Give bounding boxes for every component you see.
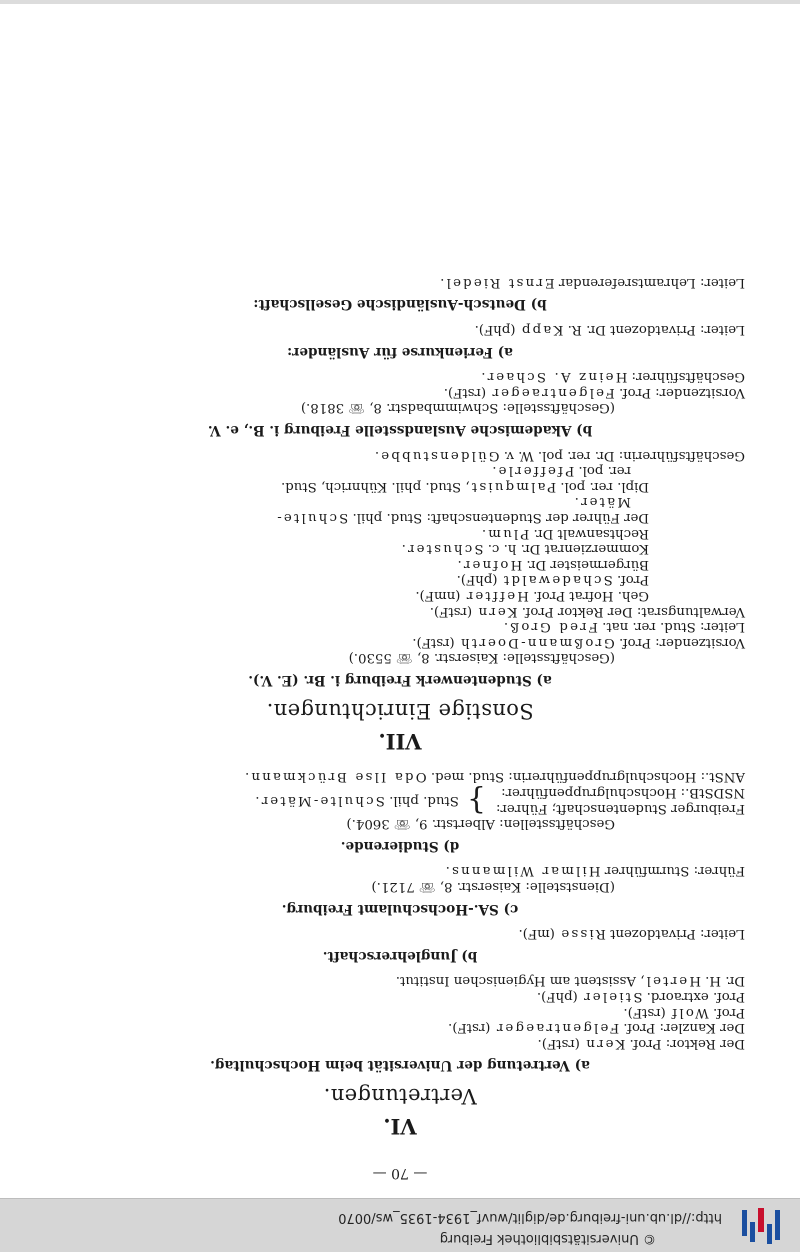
telephone-icon: ☏ <box>348 400 365 416</box>
section-vi-a-heading: a) Vertretung der Universität beim Hochschultag. <box>210 1057 590 1074</box>
bracket-value: Stud. phil. Schulte-Mäter. <box>255 792 459 808</box>
scanned-page <box>55 274 745 1180</box>
section-vii-c-lines <box>55 321 745 337</box>
curly-brace-icon: } <box>466 783 486 819</box>
bracket-label-studentenschaft: Freiburger Studentenschaft; Führer: <box>496 800 745 816</box>
section-vi-c-heading: c) SA.-Hochschulamt Freiburg. <box>281 900 519 917</box>
section-vii-numeral: VII. <box>378 728 422 754</box>
telephone-icon: ☏ <box>396 650 413 666</box>
section-vii-d-heading: b) Deutsch-Ausländische Gesellschaft: <box>253 296 547 313</box>
text-line: Vorsitzender: Prof. Großmann-Doerth (rstF). <box>412 634 745 650</box>
section-vi-a-lines <box>55 973 745 1051</box>
text-line: Führer: Sturmführer Hilmar Wilmanns. <box>445 863 745 879</box>
text-line: Rechtsanwalt Dr. Plum. <box>481 525 649 541</box>
text-line: Leiter: Lehramtsreferendar Ernst Riedel. <box>440 274 745 290</box>
text-line: Dipl. rer. pol. Palmquist, Stud. phil. Kühnrich, Stud. <box>280 478 649 494</box>
section-vi-d-heading: d) Studierende. <box>340 837 460 854</box>
section-vi-b-lines <box>55 926 745 942</box>
text-line: Bürgermeister Dr. Hofner. <box>457 556 649 572</box>
text-line: Leiter: Stud. rer. nat. Fred Groß. <box>503 619 745 635</box>
text-line: Prof. extraord. Stieler (phF). <box>536 989 745 1005</box>
text-line: (Geschäftsstelle: Schwimmbadstr. 8, ☏ 3818.) <box>300 400 615 416</box>
text-line: Geh. Hofrat Prof. Heffter (nmF). <box>415 587 649 603</box>
text-line: Geschäftsführer: Heinz A. Schaer. <box>481 369 745 385</box>
text-line: Der Kanzler: Prof. Felgentraeger (rstF). <box>448 1020 745 1036</box>
bracket-label-nsdstb: NSDStB.: Hochschulgruppenführer: <box>501 785 745 801</box>
copyright-text: © Universitätsbibliothek Freiburg <box>439 1231 656 1246</box>
document-url-link[interactable]: http://dl.ub.uni-freiburg.de/diglit/wuvf_1934-1935_ws/0070 <box>338 1210 722 1225</box>
viewer-bottom-edge <box>0 0 800 4</box>
text-line: Geschäftsführerin: Dr. rer. pol. W. v. Güldenstubbe. <box>374 447 745 463</box>
text-line: (Dienststelle: Kaiserstr. 8, ☏ 7121.) <box>371 879 615 895</box>
section-vi-c-lines <box>55 863 745 894</box>
text-line: Leiter: Privatdozent Dr. R. Kapp (phF). <box>474 322 745 338</box>
text-line: (Geschäftsstelle: Kaiserstr. 8, ☏ 5530.) <box>348 650 615 666</box>
section-vi-numeral: VI. <box>383 1114 417 1140</box>
section-vii-a-lines <box>55 447 745 665</box>
text-line: Dr. H. Hertel, Assistent am Hygienischen Institut. <box>395 973 745 989</box>
viewer-header-bar <box>0 1198 800 1252</box>
text-line: Prof. Wolf (rstF). <box>623 1004 745 1020</box>
section-vii-b-lines <box>55 369 745 416</box>
text-line: Kommerzienrat Dr. h. c. Schuster. <box>401 541 649 557</box>
ub-freiburg-logo-icon <box>734 1206 782 1246</box>
text-line: rer. pol. Pfefferle. <box>492 463 631 479</box>
telephone-icon: ☏ <box>393 816 411 832</box>
section-vii-title: Sonstige Einrichtungen. <box>266 698 534 723</box>
text-line: Leiter: Privatdozent Risse (mF). <box>518 926 745 942</box>
text-line: Prof. Schadewaldt (phF). <box>456 572 649 588</box>
studierende-bracket-block <box>55 783 745 819</box>
section-vii-a-heading: a) Studentenwerk Freiburg i. Br. (E. V.). <box>248 671 552 688</box>
text-line: Geschäftsstellen: Albertstr. 9, ☏ 3604.) <box>346 816 615 832</box>
section-vii-d-lines <box>55 274 745 290</box>
text-line: Vorsitzender: Prof. Felgentraeger (rstF). <box>443 384 745 400</box>
telephone-icon: ☏ <box>418 879 436 895</box>
page-number: — 70 — <box>372 1165 428 1181</box>
section-vii-b-heading: b) Akademische Auslandsstelle Freiburg i. B., e. V. <box>207 422 593 438</box>
text-line: Der Führer der Studentenschaft: Stud. phil. Schulte- <box>275 509 649 525</box>
section-vi-b-heading: b) Junglehrerschaft. <box>322 947 478 964</box>
section-vii-c-heading: a) Ferienkurse für Ausländer: <box>287 343 513 360</box>
text-line: Verwaltungsrat: Der Rektor Prof. Kern (rstF). <box>429 603 745 619</box>
section-vi-title: Vertretungen. <box>323 1084 477 1109</box>
anst-line: ANSt.: Hochschulgruppenführerin: Stud. med. Oda Ilse Brückmann. <box>244 769 745 785</box>
text-line: Der Rektor: Prof. Kern (rstF). <box>537 1035 745 1051</box>
text-line: Mäter. <box>574 494 631 510</box>
section-vi-d-lines <box>55 816 745 832</box>
